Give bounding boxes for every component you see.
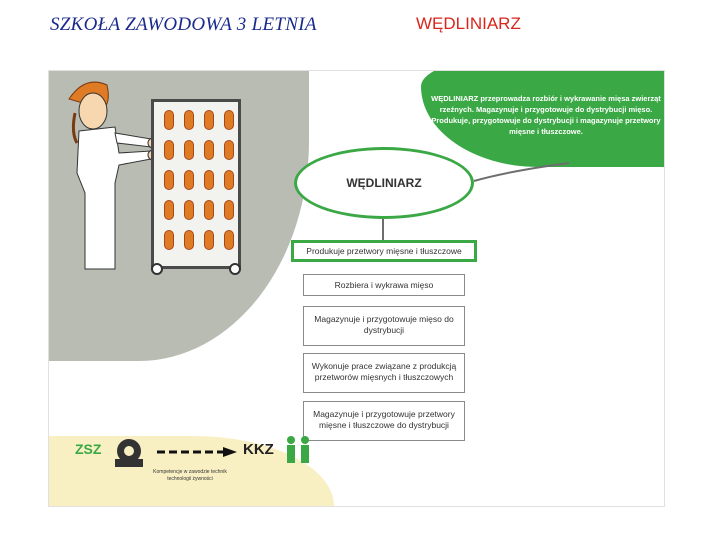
main-task-box: Produkuje przetwory mięsne i tłuszczowe <box>291 240 477 262</box>
zsz-logo: ZSZ <box>75 441 102 457</box>
task-box-4: Magazynuje i przygotowuje przetwory mięsne i tłuszczowe do dystrybucji <box>303 401 465 441</box>
connector-vertical <box>382 219 384 240</box>
profession-node-label: WĘDLINIARZ <box>346 176 422 190</box>
arrow-icon <box>157 447 237 457</box>
description-text: WĘDLINIARZ przeprowadza rozbiór i wykrawanie mięsa zwierząt rzeźnych. Magazynuje i przygotowuje do dystrybucji mięso. Produkuje, przygotowuje do dystrybucji i magazynuje przetwory mięsne i tłuszczowe. <box>431 94 661 136</box>
people-icon <box>283 435 313 465</box>
task-box-2: Magazynuje i przygotowuje mięso do dystrybucji <box>303 306 465 346</box>
slide-panel <box>48 70 665 507</box>
logos-strip <box>75 435 325 495</box>
logo-caption: Kompetencje w zawodzie technik technologii żywności <box>153 469 227 482</box>
task-box-1: Rozbiera i wykrawa mięso <box>303 274 465 296</box>
profession-title: WĘDLINIARZ <box>416 14 521 33</box>
gear-logo-icon <box>109 435 149 469</box>
school-title: SZKOŁA ZAWODOWA 3 LETNIA <box>50 14 317 35</box>
task-box-3: Wykonuje prace związane z produkcją przetworów mięsnych i tłuszczowych <box>303 353 465 393</box>
kkz-logo: KKZ <box>243 441 274 458</box>
